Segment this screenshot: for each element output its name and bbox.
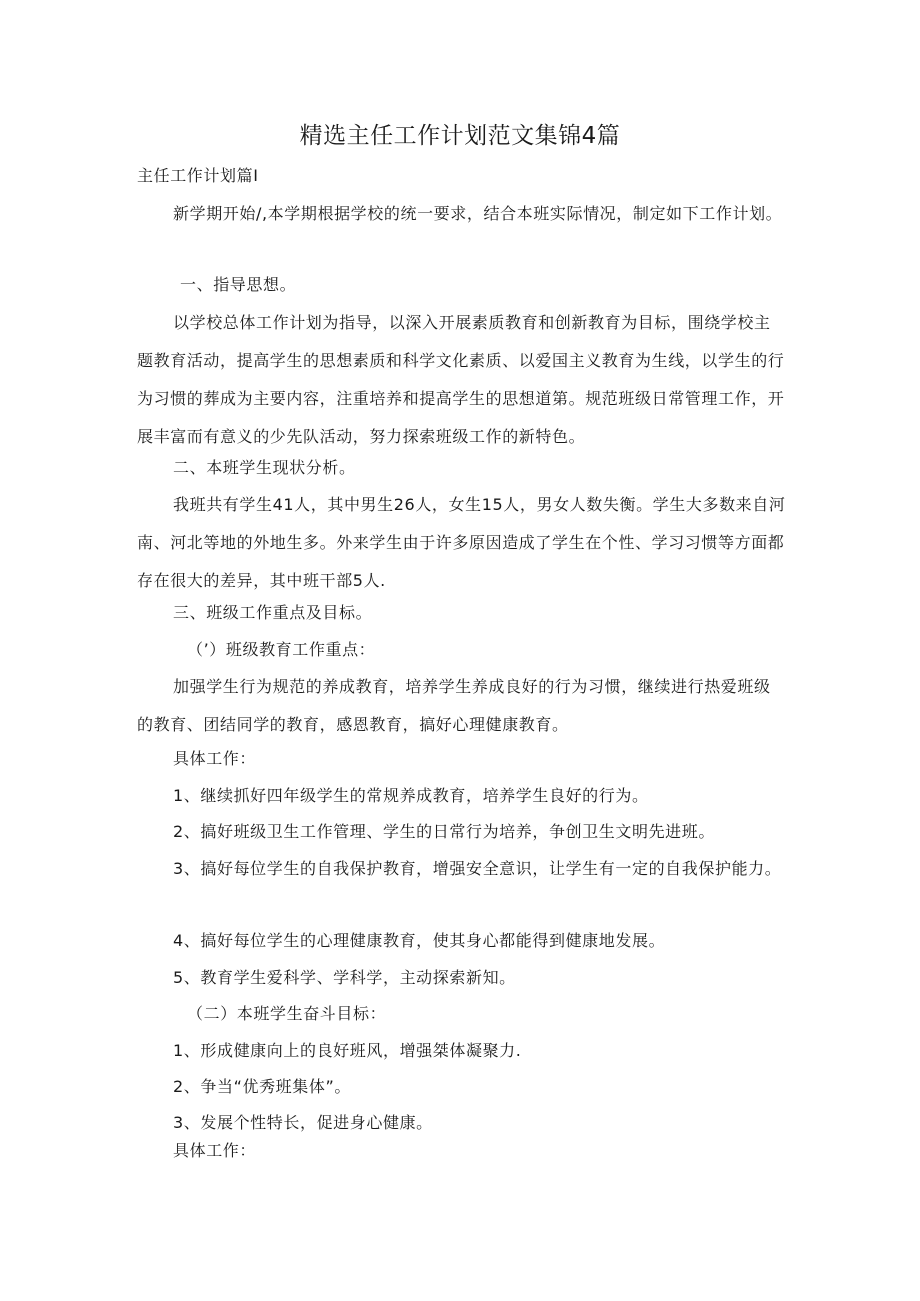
list-item: 1、形成健康向上的良好班风，增强桀体凝聚力. bbox=[173, 1041, 522, 1060]
paragraph-guiding-ideology: 以学校总体工作计划为指导，以深入开展素质教育和创新教育为目标，围绕学校主题教育活动，提高学生的思想素质和科学文化素质、以爱国主义教育为生线，以学生的行为习惯的葬成为主要内容，注重培养和提高学生的思想道第。规范班级日常管理工作，开展丰富而有意义的少先队活动，努力探索班级工作的新特色。 bbox=[137, 313, 785, 446]
list-item: 1、继续抓好四年级学生的常规养成教育，培养学生良好的行为。 bbox=[173, 786, 649, 805]
section-heading: 主任工作计划篇I bbox=[137, 166, 259, 185]
list-item: 3、搞好每位学生的自我保护教育，增强安全意识，让学生有一定的自我保护能力。 bbox=[173, 859, 782, 878]
heading-focus-goals: 三、班级工作重点及目标。 bbox=[173, 603, 373, 622]
heading-specific-work: 具体工作： bbox=[173, 749, 257, 768]
list-item: 3、发展个性特长，促进身心健康。 bbox=[173, 1113, 433, 1132]
heading-class-analysis: 二、本班学生现状分析。 bbox=[173, 458, 356, 477]
subheading-education-focus: （’）班级教育工作重点： bbox=[187, 640, 376, 659]
list-item: 2、争当“优秀班集体”。 bbox=[173, 1077, 351, 1096]
heading-guiding-ideology: 一、指导思想。 bbox=[180, 275, 297, 294]
subheading-student-goals: （二）本班学生奋斗目标： bbox=[187, 1004, 387, 1023]
list-item: 4、搞好每位学生的心理健康教育，使其身心都能得到健康地发展。 bbox=[173, 931, 666, 950]
list-item: 2、搞好班级卫生工作管理、学生的日常行为培养，争创卫生文明先进班。 bbox=[173, 822, 715, 841]
paragraph-class-analysis: 我班共有学生41人，其中男生26人，女生15人，男女人数失衡。学生大多数来自河南、河北等地的外地生多。外来学生由于许多原因造成了学生在个性、学习习惯等方面都存在很大的差异，其中班干部5人. bbox=[137, 495, 786, 590]
paragraph-intro: 新学期开始/,本学期根据学校的统一要求，结合本班实际情况，制定如下工作计划。 bbox=[173, 204, 783, 223]
document-title: 精选主任工作计划范文集锦4篇 bbox=[299, 123, 621, 149]
list-item: 5、教育学生爱科学、学科学，主动探索新知。 bbox=[173, 968, 516, 987]
paragraph-education-focus: 加强学生行为规范的养成教育，培养学生养成良好的行为习惯，继续进行热爱班级的教育、团结同学的教育，感恩教育，搞好心理健康教育。 bbox=[137, 677, 771, 734]
heading-specific-work-2: 具体工作： bbox=[173, 1141, 257, 1160]
